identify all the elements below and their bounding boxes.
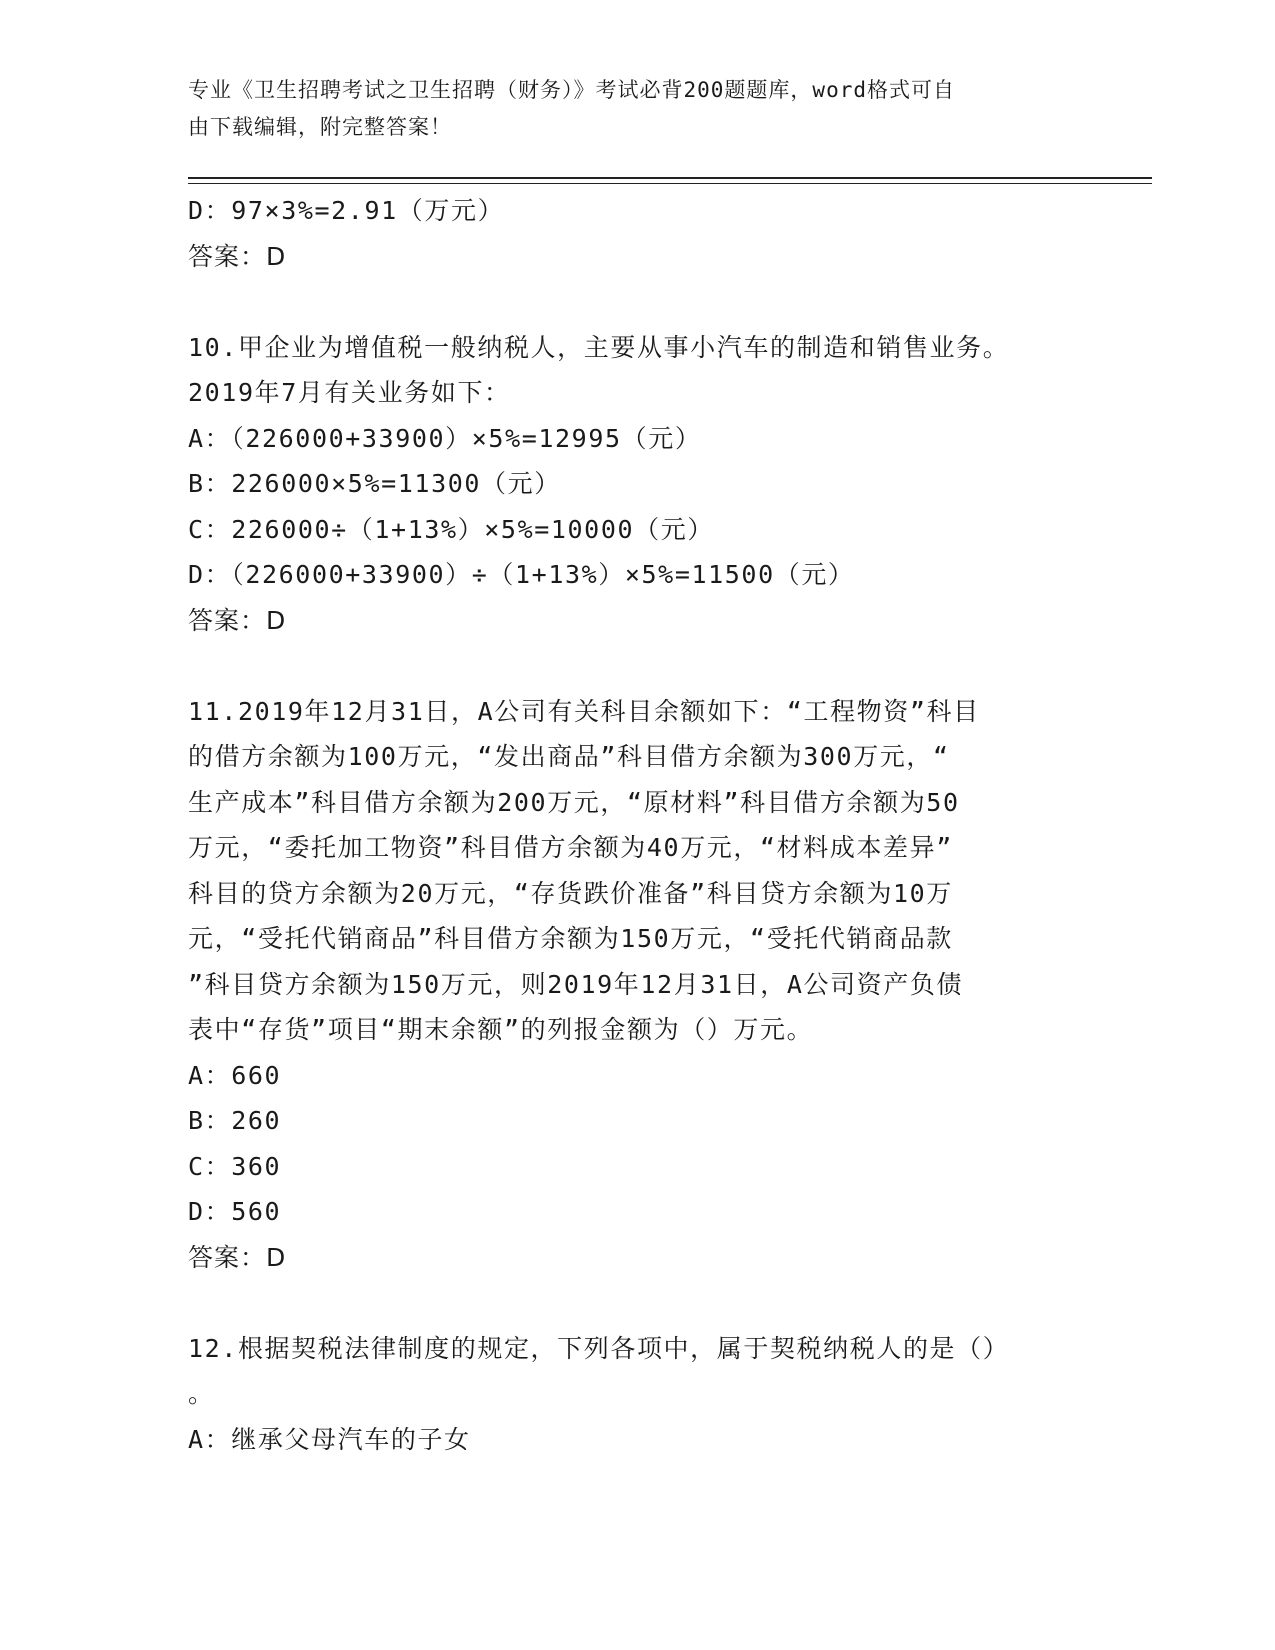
header-divider-thin [188, 183, 1152, 184]
page-header [188, 72, 1068, 146]
header-line-2: 由下载编辑，附完整答案！ [188, 115, 452, 139]
question-stem-line: 生产成本”科目借方余额为200万元，“原材料”科目借方余额为50 [188, 787, 960, 817]
previous-question-tail [188, 188, 1088, 279]
question-stem-line: 元，“受托代销商品”科目借方余额为150万元，“受托代销商品款 [188, 924, 953, 953]
option-b: B：260 [188, 1106, 282, 1135]
option-d: D：97×3%=2.91（万元） [188, 196, 505, 225]
option-a: A：继承父母汽车的子女 [188, 1424, 471, 1454]
question-stem-line: 科目的贷方余额为20万元，“存货跌价准备”科目贷方余额为10万 [188, 878, 953, 908]
question-stem-line: 12.根据契税法律制度的规定，下列各项中，属于契税纳税人的是（） [188, 1333, 1010, 1363]
header-divider-thick [188, 177, 1152, 179]
spacer [188, 643, 1088, 689]
question-stem-line: 10.甲企业为增值税一般纳税人，主要从事小汽车的制造和销售业务。 [188, 332, 1010, 362]
option-c: C：360 [188, 1151, 282, 1181]
spacer [188, 279, 1088, 325]
question-stem-line: 2019年7月有关业务如下： [188, 378, 511, 407]
question-stem-line: 11.2019年12月31日，A公司有关科目余额如下：“工程物资”科目 [188, 696, 980, 726]
question-10 [188, 325, 1088, 644]
question-stem-line: 表中“存货”项目“期末余额”的列报金额为（）万元。 [188, 1015, 814, 1044]
option-d: D：560 [188, 1197, 282, 1226]
answer-line: 答案：D [188, 241, 287, 271]
option-d: D：（226000+33900）÷（1+13%）×5%=11500（元） [188, 560, 855, 589]
question-11 [188, 689, 1088, 1281]
answer-line: 答案：D [188, 1242, 287, 1272]
option-c: C：226000÷（1+13%）×5%=10000（元） [188, 514, 714, 544]
document-body [188, 188, 1088, 1462]
question-12 [188, 1326, 1088, 1463]
option-a: A：660 [188, 1060, 282, 1090]
header-line-1: 专业《卫生招聘考试之卫生招聘（财务）》考试必背200题题库，word格式可自 [188, 78, 955, 102]
option-b: B：226000×5%=11300（元） [188, 469, 561, 498]
option-a: A：（226000+33900）×5%=12995（元） [188, 423, 702, 453]
spacer [188, 1280, 1088, 1326]
answer-line: 答案：D [188, 605, 287, 635]
question-stem-line: 的借方余额为100万元，“发出商品”科目借方余额为300万元，“ [188, 742, 950, 771]
question-stem-line: 。 [188, 1379, 215, 1408]
question-stem-line: 万元，“委托加工物资”科目借方余额为40万元，“材料成本差异” [188, 833, 953, 862]
question-stem-line: ”科目贷方余额为150万元，则2019年12月31日，A公司资产负债 [188, 969, 964, 999]
